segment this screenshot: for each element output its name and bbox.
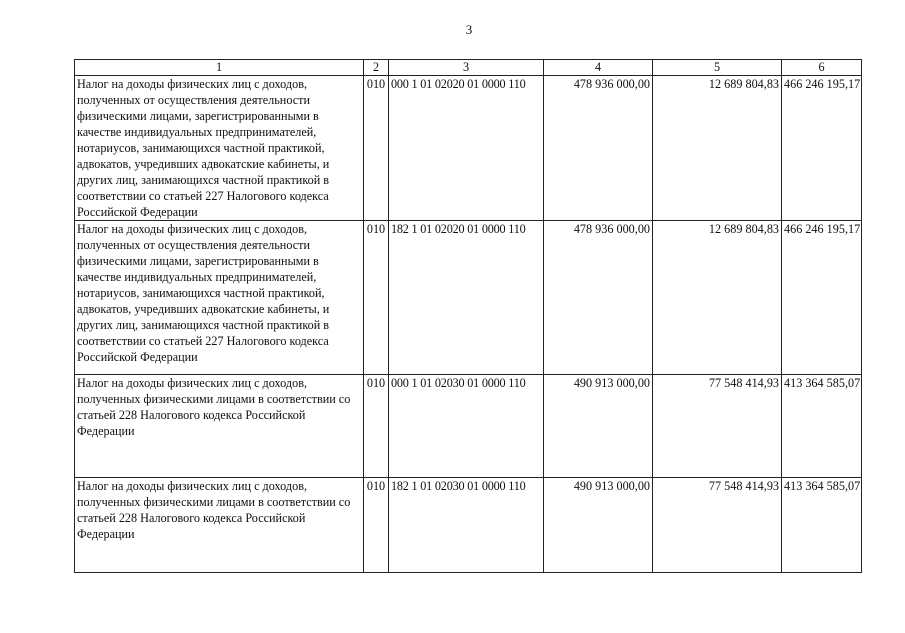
income-name-cell: Налог на доходы физических лиц с доходов, полученных физическими лицами в соответствии со статьей 228 Налогового кодекса Российской Федерации xyxy=(75,478,364,573)
column-header-1: 1 xyxy=(75,60,364,76)
executed-amount-cell: 77 548 414,93 xyxy=(653,478,782,573)
table-row xyxy=(75,221,862,375)
approved-amount-cell: 478 936 000,00 xyxy=(544,221,653,375)
column-header-4: 4 xyxy=(544,60,653,76)
line-code-cell: 010 xyxy=(364,478,389,573)
page-number: 3 xyxy=(465,22,473,37)
column-header-6: 6 xyxy=(782,60,862,76)
income-name-cell: Налог на доходы физических лиц с доходов, полученных от осуществления деятельности физическими лицами, зарегистрированными в качестве индивидуальных предпринимателей, нотариусов, занимающихся частной практикой, адвокатов, учредивших адвокатские кабинеты, и других лиц, занимающихся частной практикой в соответствии со статьей 227 Налогового кодекса Российской Федерации xyxy=(75,76,364,221)
unexecuted-amount-cell: 413 364 585,07 xyxy=(782,478,862,573)
executed-amount-cell: 12 689 804,83 xyxy=(653,76,782,221)
table-row xyxy=(75,375,862,478)
budget-report-table xyxy=(74,59,862,573)
column-number-row xyxy=(75,60,862,76)
table-row xyxy=(75,76,862,221)
line-code-cell: 010 xyxy=(364,375,389,478)
income-name-cell: Налог на доходы физических лиц с доходов, полученных от осуществления деятельности физическими лицами, зарегистрированными в качестве индивидуальных предпринимателей, нотариусов, занимающихся частной практикой, адвокатов, учредивших адвокатские кабинеты, и других лиц, занимающихся частной практикой в соответствии со статьей 227 Налогового кодекса Российской Федерации xyxy=(75,221,364,375)
unexecuted-amount-cell: 466 246 195,17 xyxy=(782,221,862,375)
approved-amount-cell: 490 913 000,00 xyxy=(544,478,653,573)
income-name-cell: Налог на доходы физических лиц с доходов, полученных физическими лицами в соответствии со статьей 228 Налогового кодекса Российской Федерации xyxy=(75,375,364,478)
executed-amount-cell: 77 548 414,93 xyxy=(653,375,782,478)
approved-amount-cell: 478 936 000,00 xyxy=(544,76,653,221)
line-code-cell: 010 xyxy=(364,221,389,375)
column-header-5: 5 xyxy=(653,60,782,76)
unexecuted-amount-cell: 413 364 585,07 xyxy=(782,375,862,478)
budget-classification-code-cell: 182 1 01 02030 01 0000 110 xyxy=(389,478,544,573)
table-row xyxy=(75,478,862,573)
line-code-cell: 010 xyxy=(364,76,389,221)
column-header-3: 3 xyxy=(389,60,544,76)
budget-classification-code-cell: 000 1 01 02030 01 0000 110 xyxy=(389,375,544,478)
column-header-2: 2 xyxy=(364,60,389,76)
executed-amount-cell: 12 689 804,83 xyxy=(653,221,782,375)
budget-classification-code-cell: 000 1 01 02020 01 0000 110 xyxy=(389,76,544,221)
budget-classification-code-cell: 182 1 01 02020 01 0000 110 xyxy=(389,221,544,375)
approved-amount-cell: 490 913 000,00 xyxy=(544,375,653,478)
unexecuted-amount-cell: 466 246 195,17 xyxy=(782,76,862,221)
